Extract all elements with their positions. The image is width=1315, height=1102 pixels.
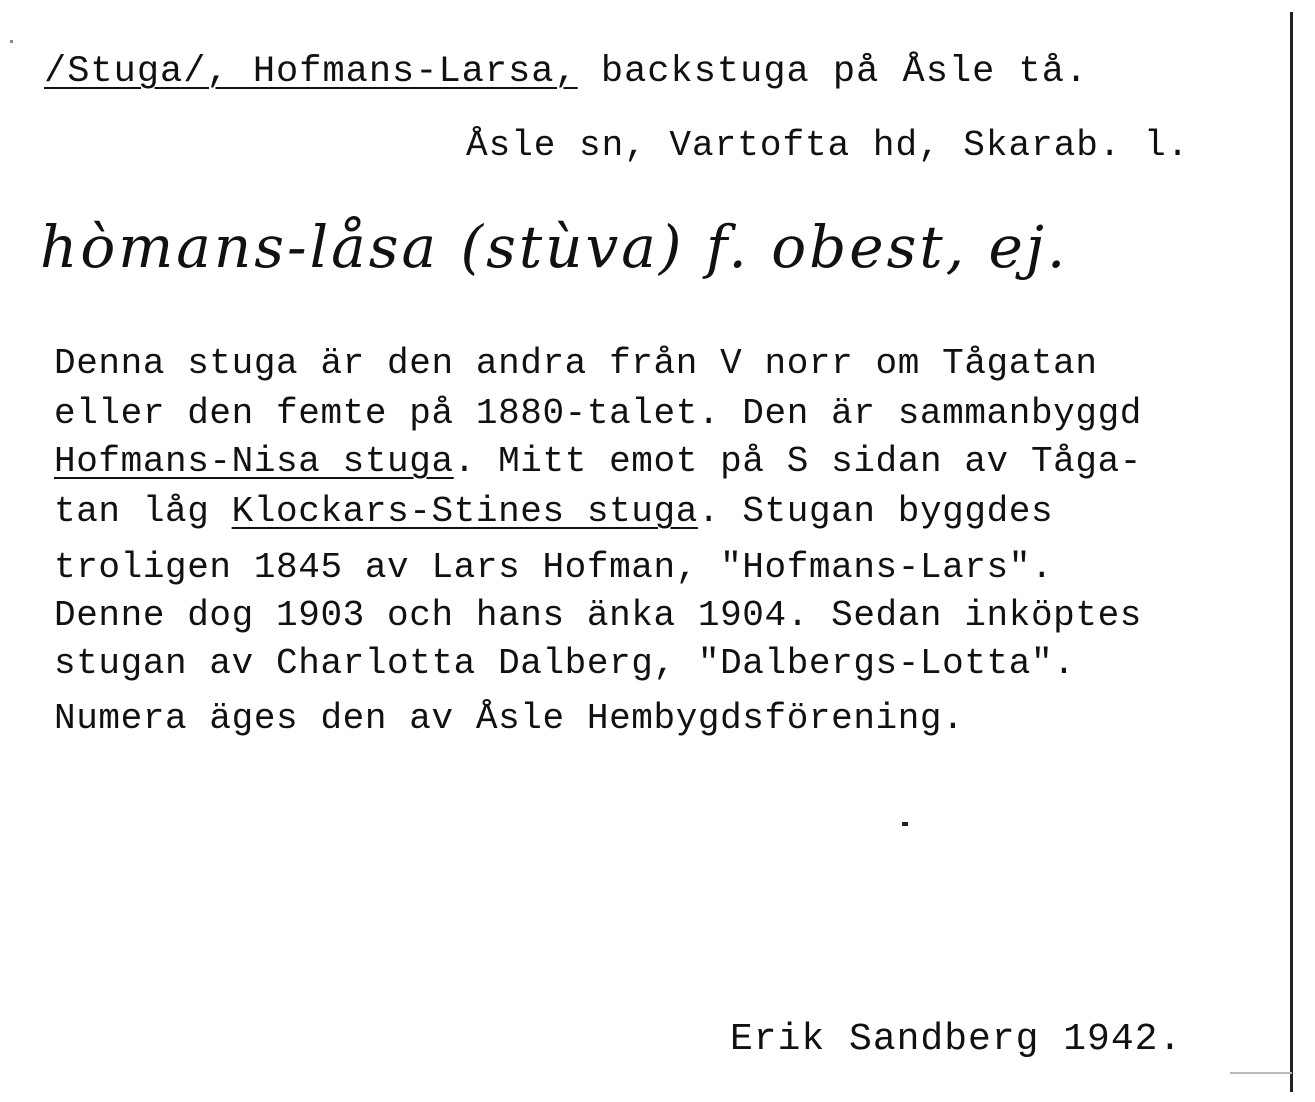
body-line-4-underlined: Klockars-Stines stuga bbox=[231, 491, 698, 532]
card-title-underlined: /Stuga/, Hofmans-Larsa, bbox=[44, 51, 578, 93]
body-line-4 bbox=[54, 490, 1053, 534]
body-line-6: Denne dog 1903 och hans änka 1904. Sedan inköptes bbox=[54, 595, 1142, 636]
ink-speck bbox=[902, 822, 908, 826]
body-line-3-rest: . Mitt emot på S sidan av Tåga- bbox=[453, 441, 1142, 482]
handwritten-annotation: hòmans-låsa (stùva) f. obest, ej. bbox=[40, 213, 1069, 281]
body-line-3 bbox=[54, 440, 1142, 484]
ink-speck bbox=[10, 40, 13, 43]
card-title bbox=[44, 50, 1088, 94]
body-line-1: Denna stuga är den andra från V norr om Tågatan bbox=[54, 343, 1098, 384]
body-line-5: troligen 1845 av Lars Hofman, "Hofmans-Lars". bbox=[54, 547, 1054, 588]
body-line-2: eller den femte på 1880-talet. Den är sammanbyggd bbox=[54, 393, 1142, 434]
body-line-7: stugan av Charlotta Dalberg, "Dalbergs-Lotta". bbox=[54, 643, 1076, 684]
card-edge bbox=[1290, 12, 1293, 1092]
body-line-3-underlined: Hofmans-Nisa stuga bbox=[54, 441, 454, 482]
signature: Erik Sandberg 1942. bbox=[730, 1018, 1183, 1061]
body-line-4-prefix: tan låg bbox=[54, 491, 232, 532]
body-line-8: Numera äges den av Åsle Hembygdsförening. bbox=[54, 698, 965, 739]
body-line-4-rest: . Stugan byggdes bbox=[697, 491, 1054, 532]
card-edge-bottom bbox=[1230, 1072, 1292, 1074]
card-place: Åsle sn, Vartofta hd, Skarab. l. bbox=[466, 125, 1190, 166]
card-title-rest: backstuga på Åsle tå. bbox=[577, 51, 1089, 93]
